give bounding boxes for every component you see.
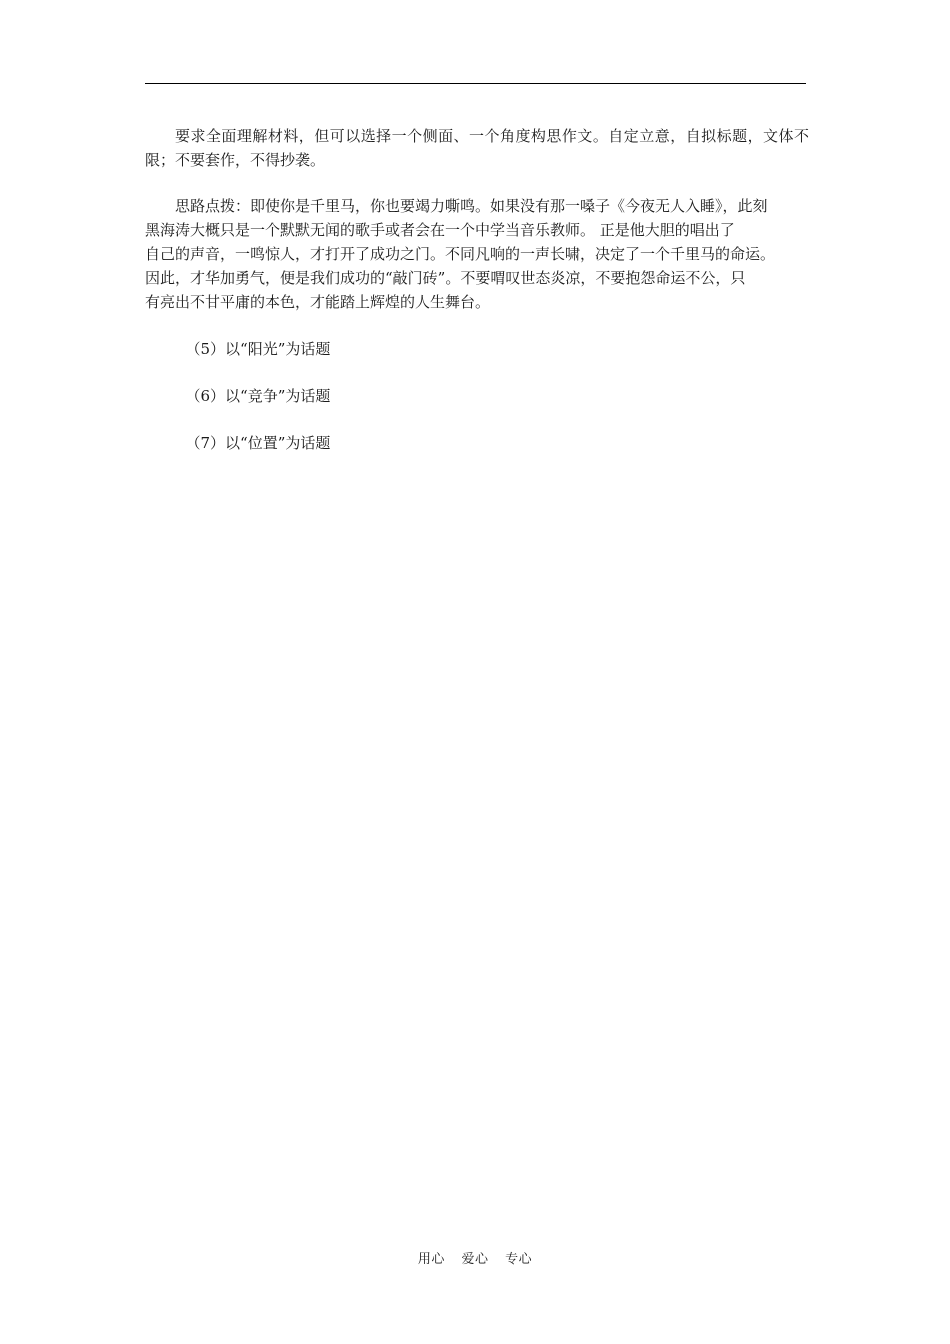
hint-paragraph (145, 194, 809, 314)
hint-line: 自己的声音，一鸣惊人，才打开了成功之门。不同凡响的一声长啸，决定了一个千里马的命运。 (145, 245, 776, 263)
header-rule (145, 83, 806, 84)
topic-item: （6）以“竞争”为话题 (185, 387, 331, 405)
hint-line: 思路点拨：即使你是千里马，你也要竭力嘶鸣。如果没有那一嗓子《今夜无人入睡》，此刻 (175, 197, 768, 215)
hint-line: 因此，才华加勇气，便是我们成功的“敲门砖”。不要喟叹世态炎凉，不要抱怨命运不公，只 (145, 269, 746, 287)
hint-line: 有亮出不甘平庸的本色，才能踏上辉煌的人生舞台。 (145, 293, 491, 311)
hint-line: 黑海涛大概只是一个默默无闻的歌手或者会在一个中学当音乐教师。 正是他大胆的唱出了 (145, 221, 735, 239)
footer-text: 专心 (505, 1252, 533, 1267)
topic-item: （5）以“阳光”为话题 (185, 340, 331, 358)
requirement-paragraph: 要求全面理解材料，但可以选择一个侧面、一个角度构思作文。自定立意，自拟标题，文体不限；不要套作，不得抄袭。 (145, 127, 809, 169)
document-body (145, 124, 809, 478)
footer-text: 爱心 (461, 1252, 489, 1267)
footer-text: 用心 (417, 1252, 445, 1267)
topic-item: （7）以“位置”为话题 (185, 434, 331, 452)
page-footer (0, 1248, 950, 1267)
